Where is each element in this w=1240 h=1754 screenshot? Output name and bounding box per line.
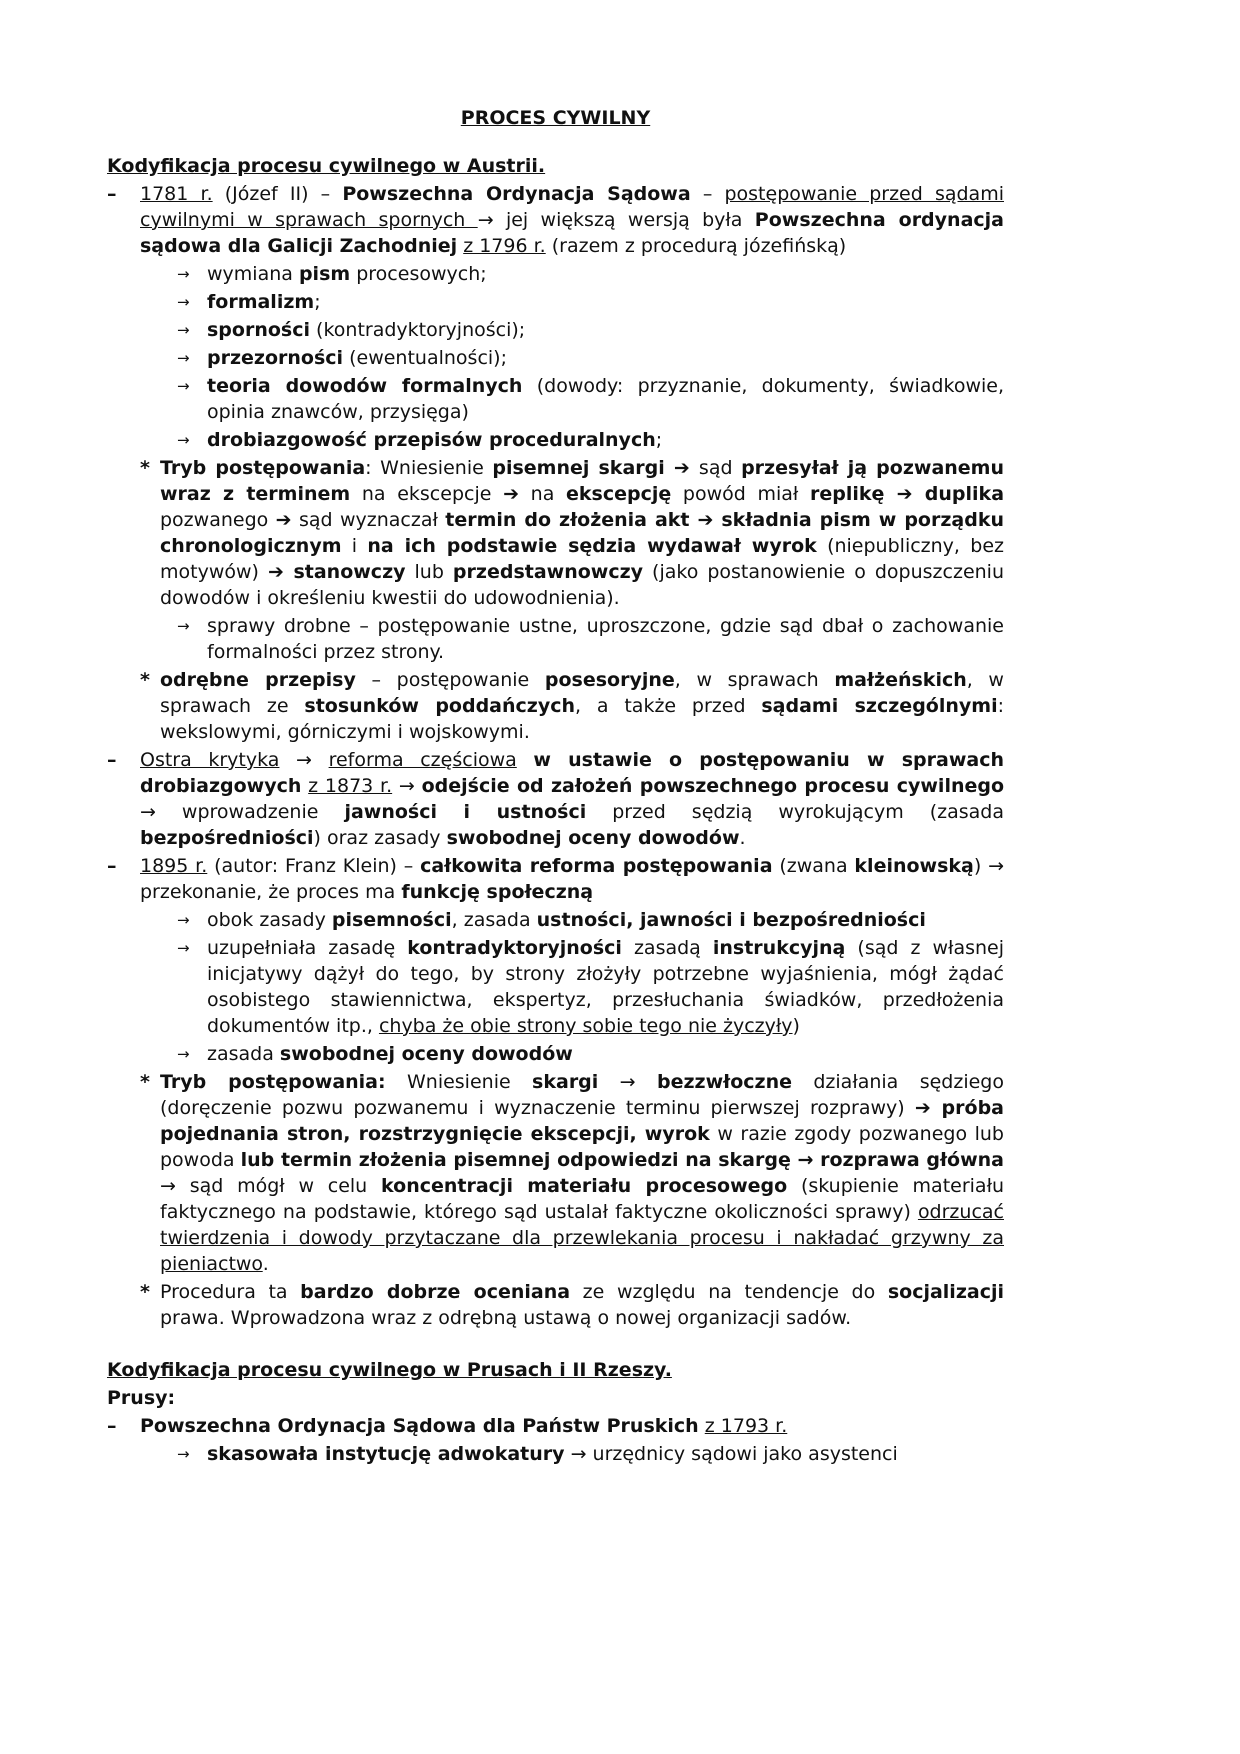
text-run: uzupełniała zasadę — [207, 937, 408, 959]
bold-text: Tryb postępowania — [160, 457, 366, 479]
bold-text: całkowita reforma postępowania — [420, 855, 773, 877]
underlined-text: Ostra krytyka — [140, 749, 280, 771]
dash-list-item — [107, 853, 1004, 905]
text-run: lub — [405, 561, 453, 583]
bold-text: ➔ — [503, 483, 519, 505]
star-note-item — [107, 455, 1004, 611]
star-note-item — [107, 667, 1004, 745]
text-run: → urzędnicy sądowi jako asystenci — [564, 1443, 898, 1465]
arrow-list-item — [107, 1041, 1004, 1067]
arrow-list-item — [107, 935, 1004, 1039]
bold-text: sądami szczególnymi — [761, 695, 998, 717]
text-run: , zasada — [451, 909, 537, 931]
text-run: Wniesienie — [385, 1071, 533, 1093]
bold-text: odejście od założeń powszechnego procesu cywilnego — [421, 775, 1005, 797]
text-run: i — [341, 535, 368, 557]
bold-text: małżeńskich — [834, 669, 967, 691]
text-run: → — [392, 775, 422, 797]
text-run: Prusy: — [107, 1387, 176, 1409]
bold-text: ustności, jawności i bezpośredniości — [536, 909, 926, 931]
bold-text: przedstawnowczy — [452, 561, 644, 583]
bold-text: formalizm — [207, 291, 315, 313]
arrow-list-item — [107, 345, 1004, 371]
text-run: przed sędzią wyrokującym (zasada — [586, 801, 1004, 823]
bold-text: pisemnej skargi — [492, 457, 665, 479]
bold-text: bezpośredniości — [140, 827, 314, 849]
bold-text: Powszechna Ordynacja Sądowa dla Państw Pruskich — [140, 1415, 699, 1437]
text-run: ; — [655, 429, 663, 451]
bold-text: swobodnej oceny dowodów — [446, 827, 740, 849]
bold-text: Powszechna ordynacja sądowa dla Galicji Zachodniej — [140, 209, 1004, 257]
text-run: na ekscepcje — [350, 483, 504, 505]
bold-text: skasowała instytucję adwokatury — [207, 1443, 565, 1465]
text-run: prawa. Wprowadzona wraz z odrębną ustawą o nowej organizacji sadów. — [160, 1307, 852, 1329]
bold-text: Powszechna Ordynacja Sądowa — [342, 183, 691, 205]
bold-text: funkcję społeczną — [401, 881, 594, 903]
bold-text: stosunków poddańczych — [304, 695, 576, 717]
arrow-bullet-icon: → — [177, 349, 190, 367]
bold-text: drobiazgowość przepisów proceduralnych — [207, 429, 656, 451]
underlined-text: chyba że obie strony sobie tego nie życzyły — [378, 1015, 793, 1037]
bold-text: teoria dowodów formalnych — [207, 375, 523, 397]
text-run: Kodyfikacja procesu cywilnego w Austrii. — [107, 155, 546, 177]
bold-text: replikę — [810, 483, 885, 505]
text-run: sprawy drobne – postępowanie ustne, uproszczone, gdzie sąd dbał o zachowanie formalności przez strony. — [207, 615, 1004, 663]
arrow-bullet-icon: → — [177, 377, 190, 395]
text-run: → wprowadzenie — [140, 801, 345, 823]
text-run: (kontradyktoryjności); — [310, 319, 526, 341]
arrow-list-item — [107, 317, 1004, 343]
text-run: : Wniesienie — [365, 457, 493, 479]
bold-text: na ich podstawie sędzia wydawał wyrok — [367, 535, 817, 557]
text-run: działania sędziego (doręczenie pozwu pozwanemu i wyznaczenie terminu pierwszej rozprawy) — [160, 1071, 1004, 1119]
section-heading — [107, 153, 1004, 179]
bold-text: bardzo dobrze oceniana — [300, 1281, 571, 1303]
bold-text: przesyłał ją pozwanemu wraz z terminem — [160, 457, 1005, 505]
text-run: → — [279, 749, 329, 771]
text-run: na — [519, 483, 567, 505]
arrow-list-item — [107, 373, 1004, 425]
dash-list-item — [107, 1413, 1004, 1439]
text-run: (zwana — [772, 855, 855, 877]
arrow-bullet-icon: → — [177, 911, 190, 929]
bold-text: pisemności — [331, 909, 452, 931]
star-bullet-icon: * — [140, 457, 150, 479]
text-run: (razem z procedurą józefińską) — [545, 235, 847, 257]
section-heading — [107, 1357, 1004, 1383]
text-run: PROCES CYWILNY — [460, 107, 651, 129]
text-run: . — [262, 1253, 269, 1275]
bold-text: bezzwłoczne — [656, 1071, 792, 1093]
bold-text: socjalizacji — [887, 1281, 1004, 1303]
text-run: . — [739, 827, 746, 849]
text-run: → sąd mógł w celu — [160, 1175, 382, 1197]
dash-list-item — [107, 747, 1004, 851]
text-run: ze względu na tendencje do — [570, 1281, 888, 1303]
star-bullet-icon: * — [140, 1281, 150, 1303]
arrow-bullet-icon: → — [177, 265, 190, 283]
text-run: sąd — [698, 457, 742, 479]
bold-text: skargi — [532, 1071, 599, 1093]
text-run: w razie zgody pozwanego lub powoda — [160, 1123, 1004, 1171]
dash-list-item — [107, 181, 1004, 259]
star-note-item — [107, 1069, 1004, 1277]
text-run: (autor: Franz Klein) – — [207, 855, 421, 877]
bold-text: posesoryjne — [544, 669, 675, 691]
arrow-list-item — [107, 289, 1004, 315]
bold-text: ekscepcję — [566, 483, 672, 505]
bold-text: ➔ próba pojednania stron, rozstrzygnięcie ekscepcji, wyrok — [160, 1097, 1004, 1145]
text-run: (Józef II) – — [212, 183, 343, 205]
arrow-list-item — [107, 1441, 1004, 1467]
bold-text: w ustawie o postępowaniu w sprawach drobiazgowych — [140, 749, 1004, 797]
bold-text: lub termin złożenia pisemnej odpowiedzi na skargę → rozprawa główna — [240, 1149, 1004, 1171]
bold-text: instrukcyjną — [712, 937, 846, 959]
dash-bullet-icon: – — [107, 1415, 117, 1437]
text-run: wymiana — [207, 263, 299, 285]
star-bullet-icon: * — [140, 1071, 150, 1093]
text-run: – — [690, 183, 725, 205]
underlined-text: reforma częściowa — [328, 749, 517, 771]
arrow-bullet-icon: → — [177, 617, 190, 635]
text-run: → — [598, 1071, 657, 1093]
text-run: ) oraz zasady — [313, 827, 447, 849]
text-run: : wekslowymi, górniczymi i wojskowymi. — [160, 695, 1004, 743]
bold-text: ➔ składnia pism w porządku chronologicznym — [160, 509, 1004, 557]
bold-text: termin do złożenia akt — [445, 509, 690, 531]
text-run: procesowych; — [350, 263, 487, 285]
bold-text: ➔ — [275, 509, 292, 531]
star-note-item — [107, 1279, 1004, 1331]
bold-text: kleinowską — [854, 855, 974, 877]
text-run: zasada — [207, 1043, 280, 1065]
star-bullet-icon: * — [140, 669, 150, 691]
text-run: (jako postanowienie o dopuszczeniu dowodów i określeniu kwestii do udowodnienia). — [160, 561, 1004, 609]
text-run: ) → przekonanie, że proces ma — [140, 855, 1005, 903]
dash-bullet-icon: – — [107, 749, 117, 771]
text-run: , a także przed — [575, 695, 762, 717]
document-page — [107, 103, 1004, 1467]
bold-text: swobodnej oceny dowodów — [279, 1043, 573, 1065]
underlined-text: z 1796 r. — [463, 235, 546, 257]
text-run: (dowody: przyznanie, dokumenty, świadkowie, opinia znawców, przysięga) — [207, 375, 1004, 423]
arrow-list-item — [107, 261, 1004, 287]
arrow-list-item — [107, 907, 1004, 933]
arrow-bullet-icon: → — [177, 321, 190, 339]
text-run: Kodyfikacja procesu cywilnego w Prusach i II Rzeszy. — [107, 1359, 672, 1381]
text-run: ) — [792, 1015, 800, 1037]
bold-text: koncentracji materiału procesowego — [381, 1175, 788, 1197]
text-run: , w sprawach ze — [160, 669, 1004, 717]
underlined-text: 1895 r. — [140, 855, 208, 877]
arrow-bullet-icon: → — [177, 1445, 190, 1463]
bold-text: przezorności — [207, 347, 344, 369]
text-run: zasadą — [621, 937, 713, 959]
bold-text: ➔ duplika — [884, 483, 1005, 505]
text-run: Procedura ta — [160, 1281, 301, 1303]
bold-text: ➔ stanowczy — [267, 561, 406, 583]
text-run: (niepubliczny, bez motywów) — [160, 535, 1004, 583]
bold-text: Tryb postępowania: — [160, 1071, 386, 1093]
arrow-list-item — [107, 427, 1004, 453]
bold-text: sporności — [207, 319, 310, 341]
arrow-bullet-icon: → — [177, 939, 190, 957]
text-run: sąd wyznaczał — [291, 509, 446, 531]
underlined-text: 1781 r. — [140, 183, 213, 205]
text-run: obok zasady — [207, 909, 332, 931]
text-run: (sąd z własnej inicjatywy dążył do tego, by strony złożyły potrzebne wyjaśnienia, mógł żądać osobistego stawiennictwa, ekspertyz, przesłuchania świadków, przedłożenia dokumentów itp., — [207, 937, 1004, 1037]
text-run: → jej większą wersją była — [477, 209, 755, 231]
text-run: ; — [314, 291, 321, 313]
text-run: , w sprawach — [674, 669, 835, 691]
text-run: (skupienie materiału faktycznego na podstawie, którego sąd ustalał faktyczne okoliczności sprawy) — [160, 1175, 1005, 1223]
underlined-text: z 1793 r. — [704, 1415, 788, 1437]
bold-text: ➔ — [664, 457, 699, 479]
underlined-text: postępowanie przed sądami cywilnymi w sprawach spornych — [140, 183, 1004, 231]
bold-text: odrębne przepisy — [160, 669, 356, 691]
text-run: (ewentualności); — [343, 347, 507, 369]
underlined-text: z 1873 r. — [308, 775, 393, 797]
subsection-heading — [107, 1385, 1004, 1411]
text-run: pozwanego — [160, 509, 276, 531]
arrow-bullet-icon: → — [177, 431, 190, 449]
bold-text: kontradyktoryjności — [407, 937, 622, 959]
text-run: – postępowanie — [355, 669, 545, 691]
arrow-bullet-icon: → — [177, 293, 190, 311]
text-run — [517, 749, 534, 771]
bold-text: pism — [298, 263, 351, 285]
arrow-bullet-icon: → — [177, 1045, 190, 1063]
bold-text: jawności i ustności — [344, 801, 587, 823]
text-run: powód miał — [671, 483, 810, 505]
dash-bullet-icon: – — [107, 183, 117, 205]
arrow-list-item — [107, 613, 1004, 665]
document-title — [107, 105, 1004, 131]
dash-bullet-icon: – — [107, 855, 117, 877]
underlined-text: odrzucać twierdzenia i dowody przytaczane dla przewlekania procesu i nakładać grzywny za pieniactwo — [160, 1201, 1004, 1275]
